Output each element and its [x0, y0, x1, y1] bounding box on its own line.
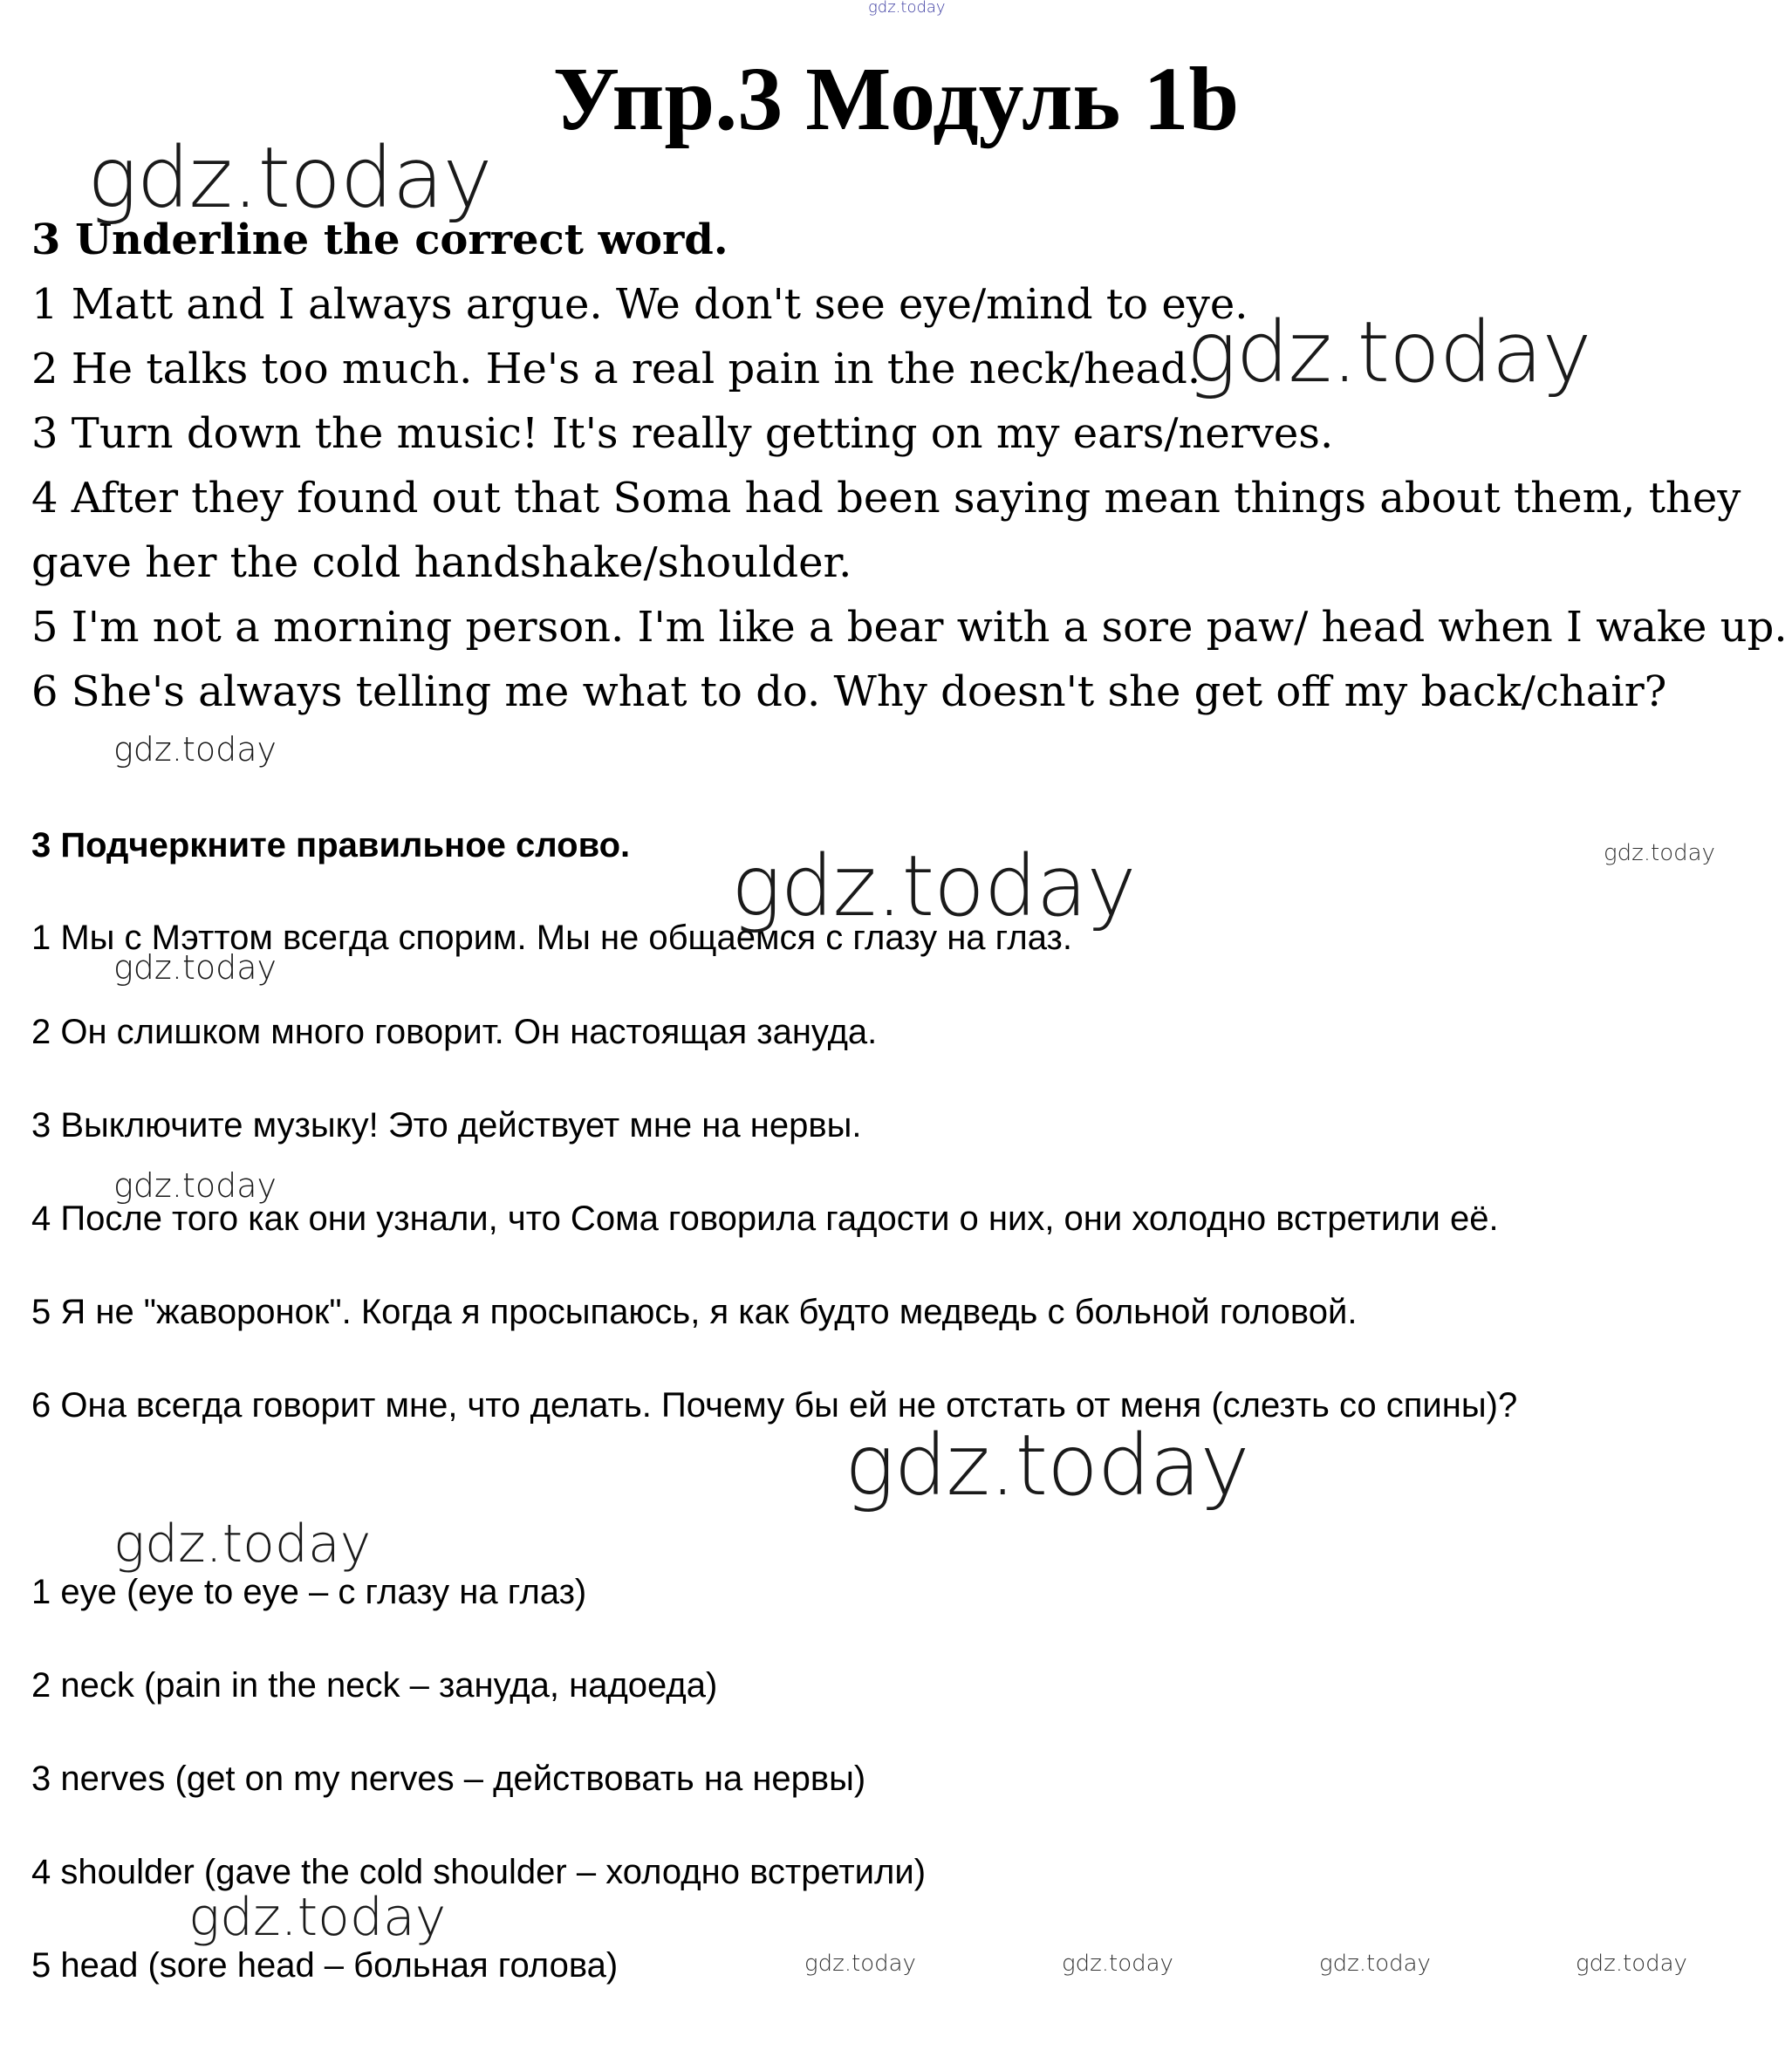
watermark: gdz.today [804, 1951, 916, 1977]
english-line-1: 1 Matt and I always argue. We don't see eye/mind to eye. [31, 280, 1248, 329]
russian-line-5: 5 Я не "жаворонок". Когда я просыпаюсь, я как будто медведь с больной головой. [31, 1293, 1358, 1331]
watermark: gdz.today [87, 129, 492, 227]
watermark: gdz.today [845, 1417, 1249, 1514]
watermark: gdz.today [1187, 304, 1591, 401]
answer-1: 1 eye (eye to eye – с глазу на глаз) [31, 1573, 587, 1611]
watermark: gdz.today [1319, 1951, 1431, 1977]
english-line-4-continued: gave her the cold handshake/shoulder. [31, 538, 852, 587]
english-heading: 3 Underline the correct word. [31, 215, 728, 264]
english-line-6: 6 She's always telling me what to do. Why doesn't she get off my back/chair? [31, 667, 1667, 716]
answer-4: 4 shoulder (gave the cold shoulder – холодно встретили) [31, 1853, 927, 1891]
russian-line-6: 6 Она всегда говорит мне, что делать. Почему бы ей не отстать от меня (слезть со спины)? [31, 1386, 1518, 1425]
english-line-2: 2 He talks too much. He's a real pain in the neck/head. [31, 345, 1201, 393]
watermark: gdz.today [113, 1166, 277, 1205]
watermark: gdz.today [188, 1887, 447, 1948]
russian-line-1: 1 Мы с Мэттом всегда спорим. Мы не общаемся с глазу на глаз. [31, 919, 1072, 957]
answer-3: 3 nerves (get on my nerves – действовать на нервы) [31, 1760, 866, 1798]
page-title: Упр.3 Модуль 1b [552, 49, 1240, 149]
watermark: gdz.today [113, 948, 277, 987]
watermark: gdz.today [1062, 1951, 1173, 1977]
russian-heading: 3 Подчеркните правильное слово. [31, 826, 631, 864]
watermark: gdz.today [868, 0, 946, 17]
english-line-4: 4 After they found out that Soma had been saying mean things about them, they [31, 474, 1741, 523]
answer-2: 2 neck (pain in the neck – зануда, надоеда) [31, 1666, 718, 1705]
russian-line-3: 3 Выключите музыку! Это действует мне на нервы. [31, 1106, 862, 1145]
russian-line-4: 4 После того как они узнали, что Сома говорила гадости о них, они холодно встретили её. [31, 1199, 1499, 1238]
watermark: gdz.today [731, 837, 1136, 935]
watermark: gdz.today [1604, 840, 1715, 866]
watermark: gdz.today [113, 1514, 372, 1575]
watermark: gdz.today [113, 730, 277, 769]
english-line-3: 3 Turn down the music! It's really getting on my ears/nerves. [31, 409, 1334, 458]
russian-line-2: 2 Он слишком много говорит. Он настоящая зануда. [31, 1013, 878, 1051]
answer-5: 5 head (sore head – больная голова) [31, 1946, 619, 1985]
english-line-5: 5 I'm not a morning person. I'm like a bear with a sore paw/ head when I wake up. [31, 603, 1788, 652]
watermark: gdz.today [1576, 1951, 1687, 1977]
